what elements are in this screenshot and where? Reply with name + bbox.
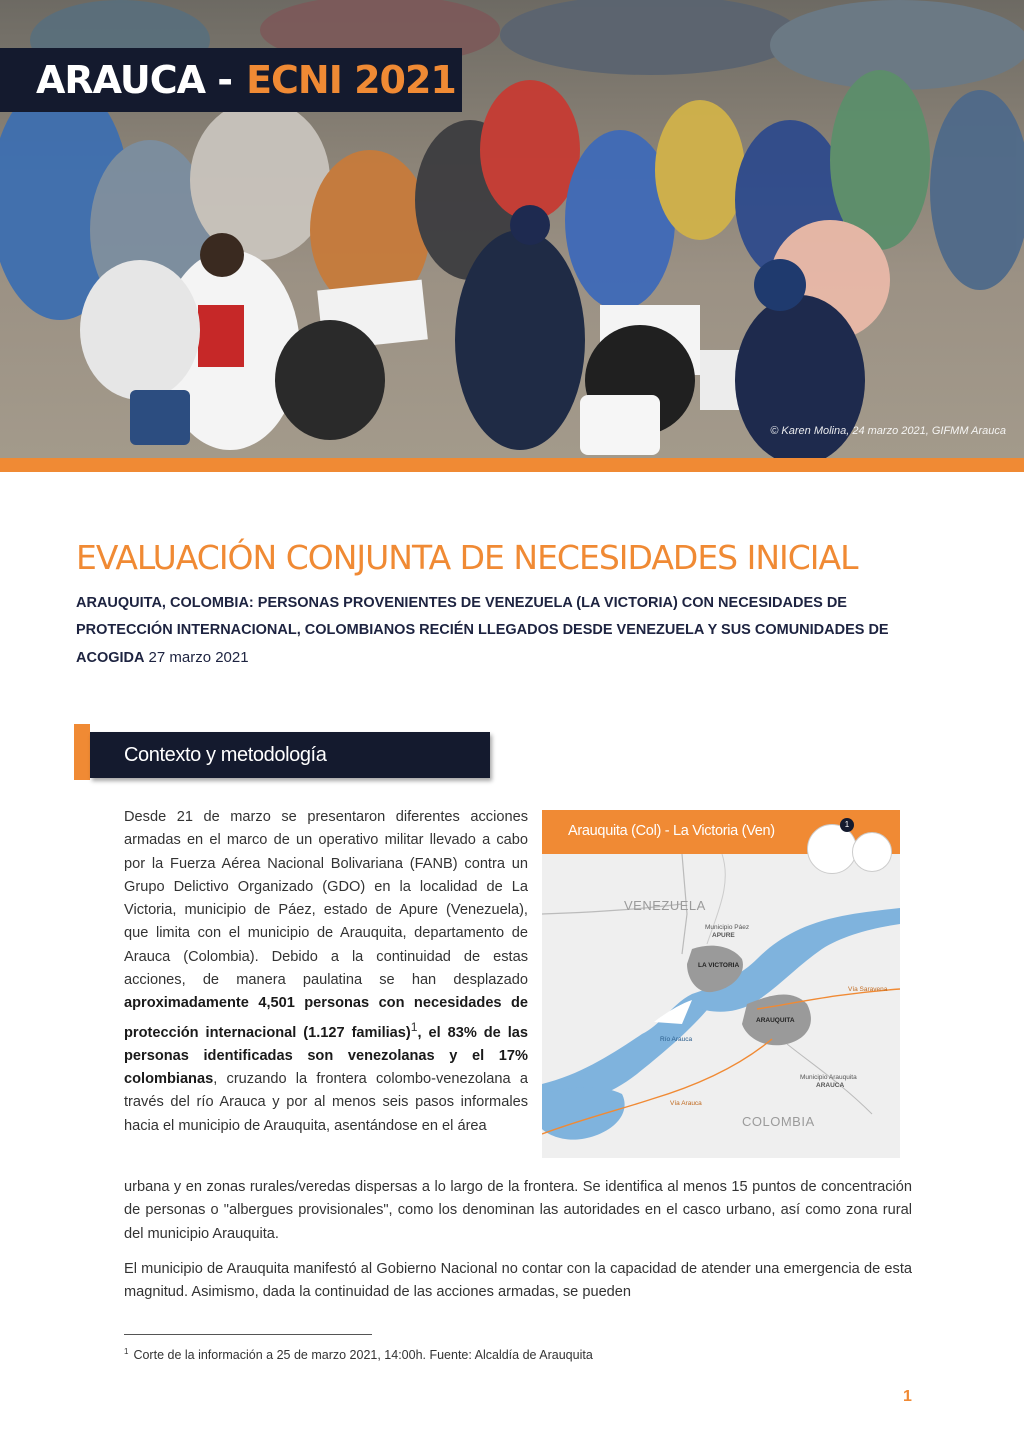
map-label-venezuela: VENEZUELA — [624, 898, 706, 913]
section-heading-box — [90, 732, 490, 778]
paragraph-1-text-a: Desde 21 de marzo se presentaron diferentes acciones armadas en el marco de un operativo militar llevado a cabo por la Fuerza Aérea Nacional Bolivariana (FANB) contra un Grupo Delictivo Organizado (GDO) en la localidad de La Victoria, municipio de Páez, estado de Apure (Venezuela), que limita con el municipio de Arauquita, departamento de Arauca (Colombia). Debido a la continuidad de estas acciones, de manera paulatina se han desplazado — [124, 809, 528, 989]
map-label-road-1: Vía Saravena — [848, 986, 888, 993]
map-label-municipio-paez: Municipio Páez — [705, 924, 750, 931]
subtitle-text: ARAUQUITA, COLOMBIA: PERSONAS PROVENIENTES DE VENEZUELA (LA VICTORIA) CON NECESIDADES DE PROTECCIÓN INTERNACIONAL, COLOMBIANOS RECIÉN LLEGADOS DESDE VENEZUELA Y SUS COMUNIDADES DE ACOGIDA — [76, 595, 889, 666]
map-label-arauquita: ARAUQUITA — [756, 1017, 795, 1024]
section-accent — [74, 724, 90, 780]
inset-badge: 1 — [840, 818, 854, 832]
page-number: 1 — [903, 1388, 912, 1405]
map-drawing — [542, 854, 900, 1158]
footnote-ref[interactable]: 1 — [410, 1019, 418, 1034]
map-title: Arauquita (Col) - La Victoria (Ven) — [568, 823, 775, 839]
map-label-road-2: Vía Arauca — [670, 1100, 702, 1107]
footnote-number: 1 — [124, 1347, 129, 1356]
paragraph-1-bold-b: , el 83% de las personas identificadas son venezolanas y el 17% colombianas — [124, 1024, 528, 1088]
map-label-la-victoria: LA VICTORIA — [698, 962, 740, 969]
paragraph-1 — [124, 806, 528, 1138]
document-date: 27 marzo 2021 — [148, 649, 249, 666]
map-label-colombia: COLOMBIA — [742, 1114, 815, 1129]
footnote-text: Corte de la información a 25 de marzo 2021, 14:00h. Fuente: Alcaldía de Arauquita — [133, 1348, 593, 1363]
inset-region-map — [852, 832, 892, 872]
footnote — [124, 1347, 593, 1362]
paragraph-1-continued: urbana y en zonas rurales/veredas dispersas a lo largo de la frontera. Se identifica al menos 15 puntos de concentración de personas o "albergues provisionales", como los denominan las autoridades en el casco urbano, así como zona rural del municipio Arauquita. — [124, 1179, 912, 1242]
footnote-rule — [124, 1334, 372, 1335]
map-label-arauca: ARAUCA — [816, 1082, 845, 1089]
place-name: ARAUCA - — [36, 58, 233, 102]
section-heading — [74, 724, 492, 780]
report-code: ECNI 2021 — [246, 58, 456, 102]
report-title-tag — [0, 48, 462, 112]
document-title: EVALUACIÓN CONJUNTA DE NECESIDADES INICIAL — [76, 538, 858, 577]
map-label-municipio-arauquita: Municipio Arauquita — [800, 1074, 857, 1081]
map-label-apure: APURE — [712, 932, 735, 939]
hero-photo — [0, 0, 1024, 458]
paragraph-1-bold-a: aproximadamente 4,501 personas con necesidades de protección internacional (1.127 familias) — [124, 995, 528, 1041]
section-heading-text: Contexto y metodología — [124, 743, 327, 766]
photo-credit: © Karen Molina, 24 marzo 2021, GIFMM Arauca — [770, 425, 1006, 437]
hero-accent-bar — [0, 458, 1024, 472]
paragraph-1-text-b: , cruzando la frontera colombo-venezolana a través del río Arauca y por al menos seis pasos informales hacia el municipio de Arauquita, asentándose en el área — [124, 1071, 528, 1134]
location-map — [542, 810, 900, 1158]
paragraph-2: El municipio de Arauquita manifestó al Gobierno Nacional no contar con la capacidad de atender una emergencia de esta magnitud. Asimismo, dada la continuidad de las acciones armadas, se pueden — [124, 1261, 912, 1301]
document-subtitle — [76, 590, 896, 672]
map-label-rio: Río Arauca — [660, 1036, 693, 1043]
